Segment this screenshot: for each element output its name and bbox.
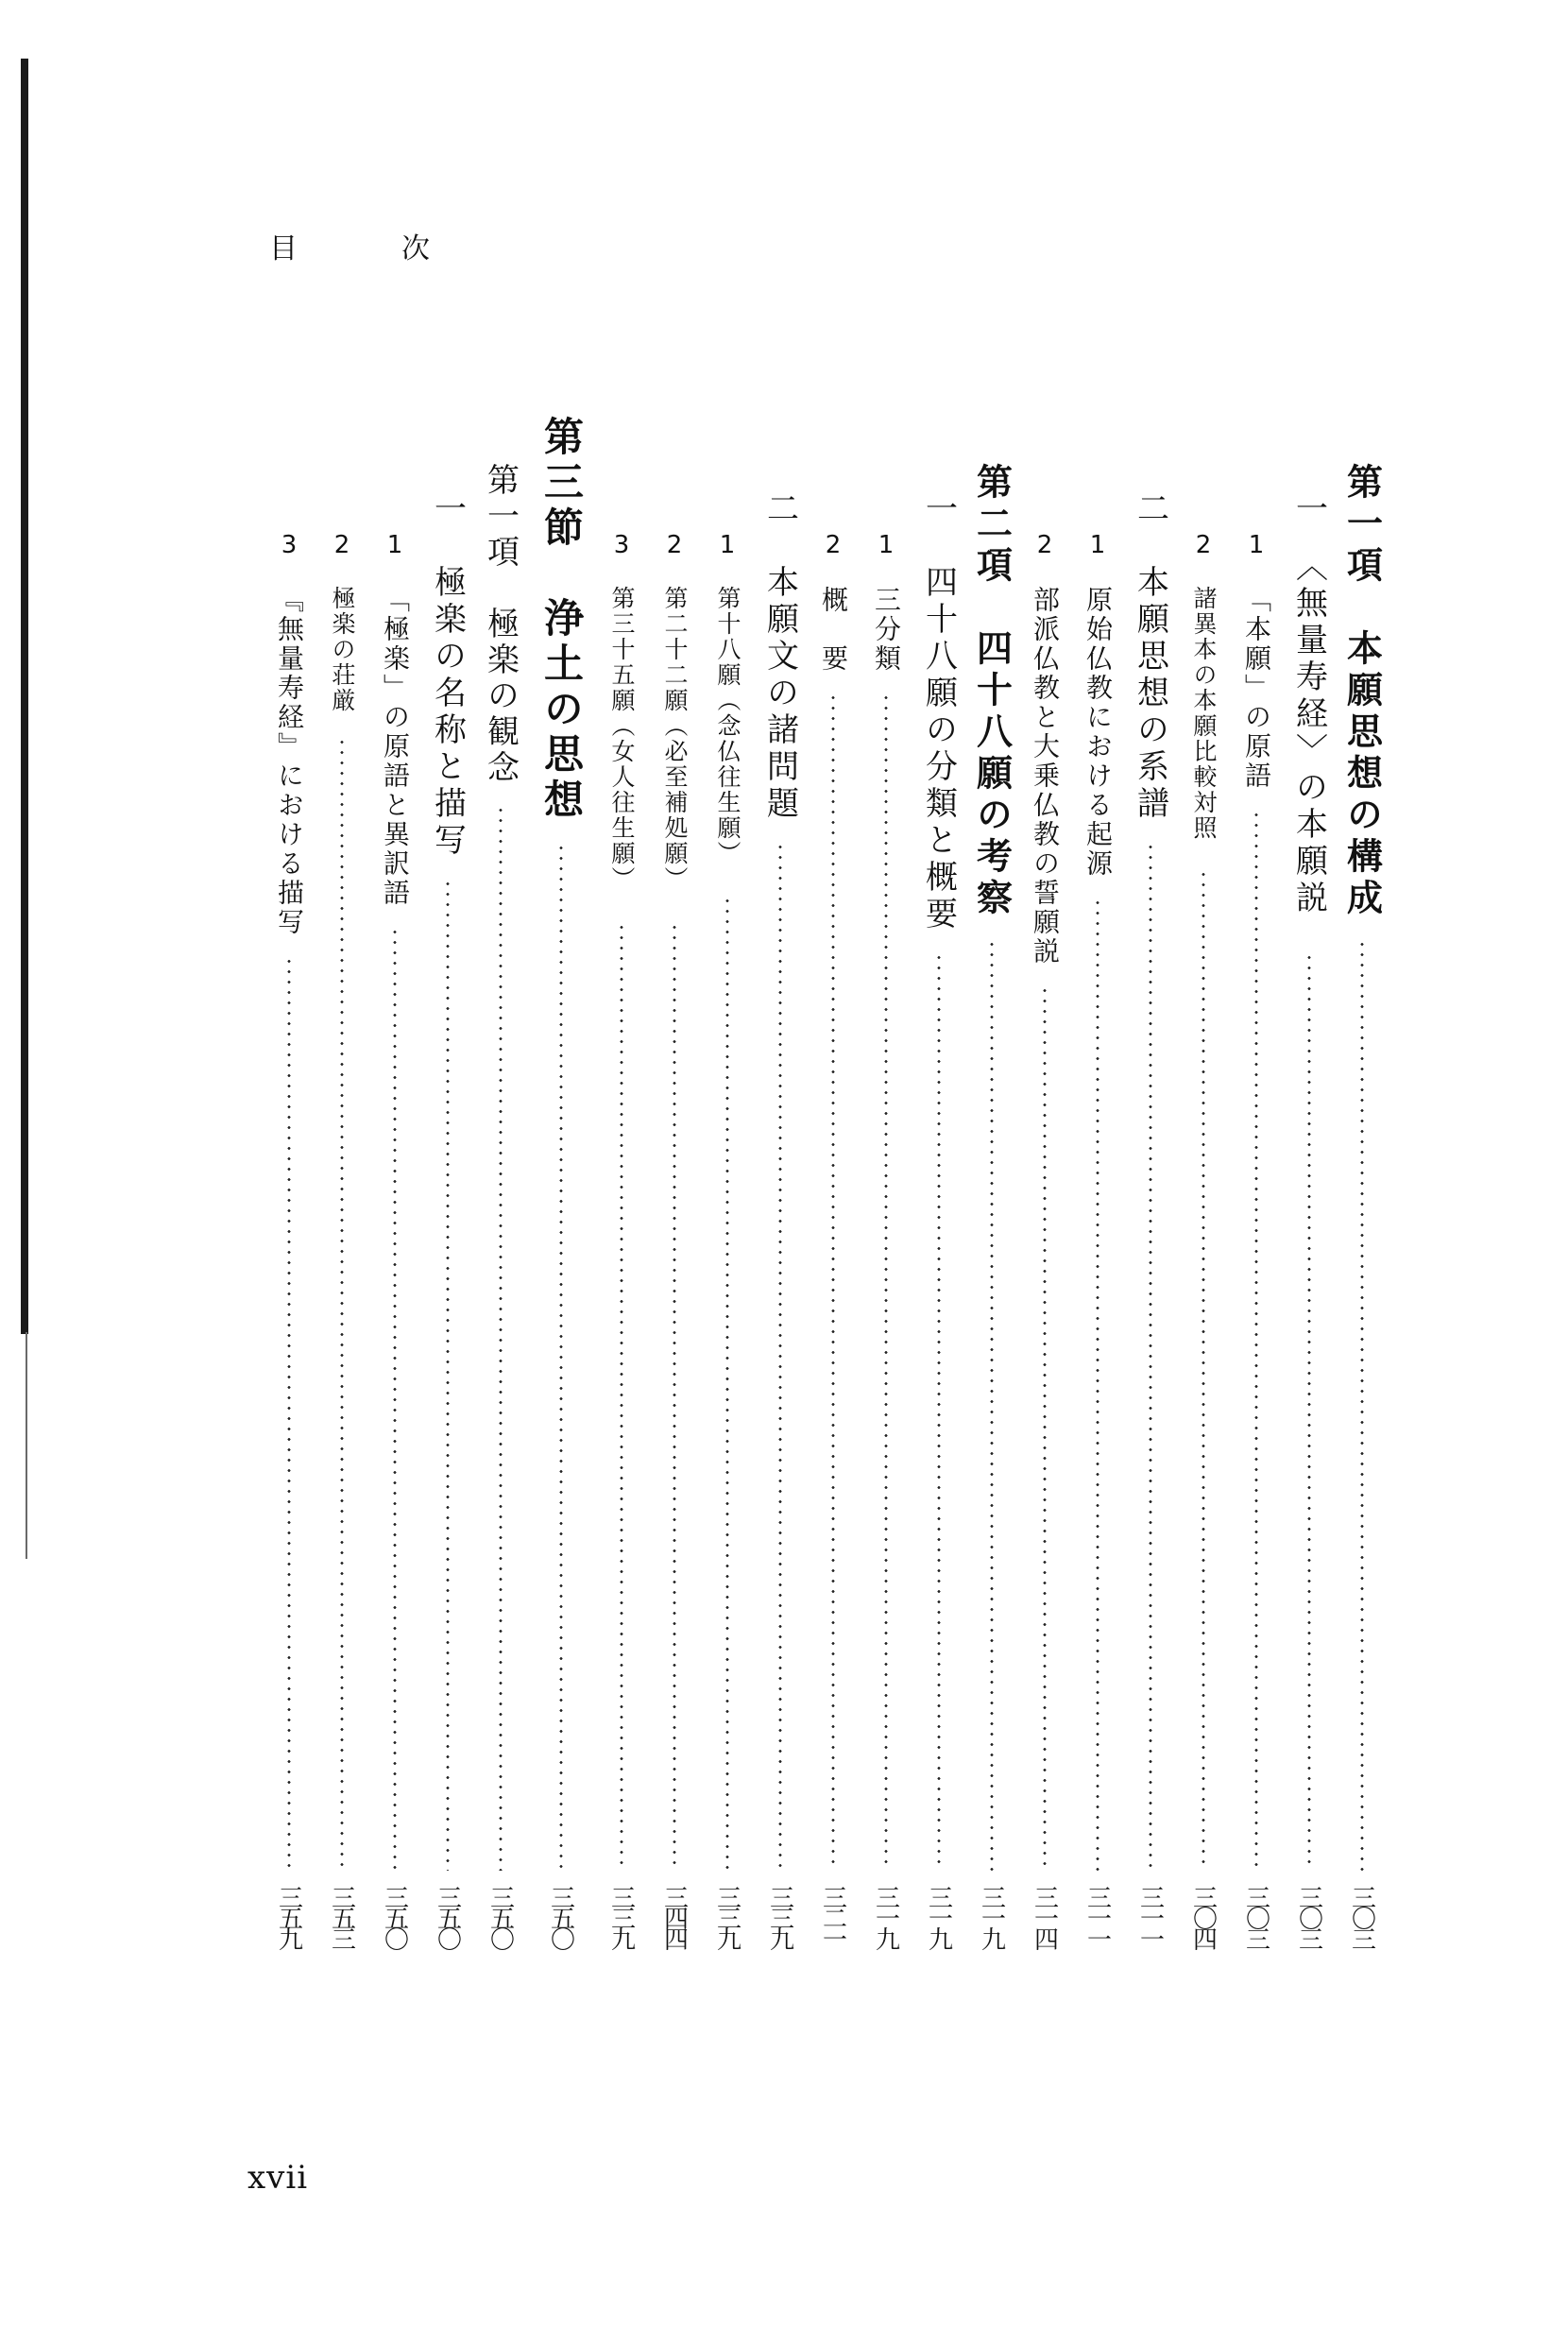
toc-page-number: 三五三 — [327, 1885, 356, 1947]
toc-entry-title: 原始仏教における起源 — [1082, 586, 1114, 879]
toc-page-number: 三三九 — [606, 1885, 636, 1947]
toc-dot-leader — [621, 922, 623, 1871]
toc-page-number: 三〇三 — [1294, 1885, 1323, 1947]
toc-dot-leader — [394, 927, 397, 1871]
header-right: 次 — [401, 232, 534, 265]
toc-page-number: 三五九 — [274, 1885, 303, 1947]
toc-entry — [1230, 463, 1283, 2022]
toc-entry-title: 一 極楽の名称と描写 — [428, 491, 467, 860]
toc-page-number: 三五〇 — [380, 1885, 409, 1947]
toc-entry-title: 概 要 — [818, 586, 849, 674]
toc-entry — [701, 463, 754, 2022]
toc-dot-leader — [726, 896, 729, 1871]
toc-entry — [754, 463, 807, 2022]
toc-entry — [1336, 463, 1389, 2022]
toc-entry-title: 部派仏教と大乗仏教の誓願説 — [1030, 586, 1061, 967]
toc-page-number: 三一九 — [924, 1885, 953, 1947]
toc-page-number: 三〇三 — [1241, 1885, 1270, 1947]
toc-entry-title: 第二十二願（必至補処願） — [661, 586, 689, 892]
toc-page-number: 三五〇 — [486, 1885, 515, 1947]
toc-entry-title: 第三十五願（女人往生願） — [608, 586, 636, 892]
toc-entry-number: 1 — [1248, 531, 1265, 559]
toc-dot-leader — [1044, 985, 1047, 1871]
toc-entry — [263, 463, 315, 2022]
toc-page-number: 三五〇 — [546, 1885, 575, 1947]
header-left: 目 — [269, 232, 401, 265]
toc-dot-leader — [1202, 869, 1205, 1871]
toc-dot-leader — [1097, 898, 1099, 1871]
toc-entry-title: 極楽の荘厳 — [329, 586, 356, 713]
toc-entry — [965, 463, 1018, 2022]
toc-entry-number: 1 — [386, 531, 403, 559]
toc-entry-title: 第十八願（念仏往生願） — [714, 586, 741, 866]
toc-entry — [315, 463, 368, 2022]
toc-entry-number: 2 — [666, 531, 683, 559]
toc-entry-number: 3 — [613, 531, 630, 559]
toc-entry-title: 「本願」の原語 — [1241, 586, 1272, 791]
toc-entry-title: 二 本願思想の系譜 — [1131, 491, 1169, 823]
toc-dot-leader — [288, 956, 291, 1871]
toc-entry-title: 二 本願文の諸問題 — [760, 491, 799, 823]
toc-entry-number: 2 — [333, 531, 350, 559]
toc-entry — [860, 463, 912, 2022]
toc-dot-leader — [832, 693, 835, 1871]
toc-dot-leader — [500, 805, 503, 1871]
toc-entry-number: 2 — [825, 531, 842, 559]
toc-entry-title: 一 〈無量寿経〉の本願説 — [1289, 491, 1328, 917]
binding-edge — [21, 59, 28, 1334]
toc-entry-title: 第二項 四十八願の考察 — [970, 463, 1014, 920]
toc-page-number: 三三九 — [765, 1885, 794, 1947]
toc-entry-number: 1 — [878, 531, 895, 559]
page-number: xvii — [247, 2159, 309, 2197]
table-of-contents — [263, 416, 1389, 2022]
toc-entry-number: 2 — [1195, 531, 1212, 559]
toc-entry — [1124, 463, 1177, 2022]
toc-entry-number: 1 — [1089, 531, 1106, 559]
toc-dot-leader — [1308, 952, 1311, 1871]
toc-dot-leader — [1255, 810, 1258, 1871]
toc-dot-leader — [779, 842, 782, 1871]
toc-entry — [595, 463, 648, 2022]
toc-entry-title: 「極楽」の原語と異訳語 — [380, 586, 411, 908]
toc-entry — [1018, 463, 1071, 2022]
toc-entry-number: 1 — [719, 531, 736, 559]
toc-page-number: 三一一 — [1135, 1885, 1165, 1947]
toc-entry — [807, 463, 860, 2022]
toc-entry-number: 2 — [1036, 531, 1053, 559]
toc-entry — [1283, 463, 1336, 2022]
toc-dot-leader — [885, 693, 888, 1871]
toc-entry — [648, 463, 701, 2022]
toc-entry-title: 三分類 — [871, 586, 902, 674]
toc-entry — [1177, 463, 1230, 2022]
toc-dot-leader — [560, 843, 563, 1871]
toc-entry — [535, 416, 588, 2022]
toc-page-number: 三一一 — [1082, 1885, 1112, 1947]
binding-edge-faint — [26, 1332, 27, 1559]
toc-page-number: 三四四 — [659, 1885, 689, 1947]
toc-entry-title: 第一項 本願思想の構成 — [1340, 463, 1384, 920]
toc-page-number: 三一九 — [977, 1885, 1006, 1947]
toc-entry-title: 諸異本の本願比較対照 — [1190, 586, 1218, 841]
toc-page-number: 三一九 — [871, 1885, 900, 1947]
toc-dot-leader — [341, 737, 344, 1871]
toc-entry — [912, 463, 965, 2022]
page-header — [269, 225, 534, 266]
toc-dot-leader — [938, 952, 941, 1871]
toc-page-number: 三〇三 — [1347, 1885, 1376, 1947]
toc-page-number: 三三九 — [712, 1885, 741, 1947]
toc-entry-number: 3 — [281, 531, 298, 559]
toc-page-number: 三五〇 — [433, 1885, 462, 1947]
toc-page-number: 三二一 — [818, 1885, 847, 1947]
toc-dot-leader — [447, 879, 450, 1871]
toc-entry — [421, 463, 474, 2022]
toc-dot-leader — [1361, 939, 1364, 1871]
toc-entry-title: 第三節 浄土の思想 — [538, 416, 585, 824]
toc-dot-leader — [1150, 842, 1152, 1871]
toc-entry — [368, 463, 421, 2022]
toc-entry — [1071, 463, 1124, 2022]
toc-entry-title: 一 四十八願の分類と概要 — [919, 491, 958, 933]
toc-dot-leader — [673, 922, 676, 1871]
toc-entry — [474, 463, 527, 2022]
toc-dot-leader — [991, 939, 994, 1871]
toc-page-number: 三一四 — [1030, 1885, 1059, 1947]
toc-entry-title: 『無量寿経』における描写 — [274, 586, 305, 937]
toc-entry-title: 第一項 極楽の観念 — [481, 463, 520, 786]
toc-page-number: 三〇四 — [1188, 1885, 1218, 1947]
